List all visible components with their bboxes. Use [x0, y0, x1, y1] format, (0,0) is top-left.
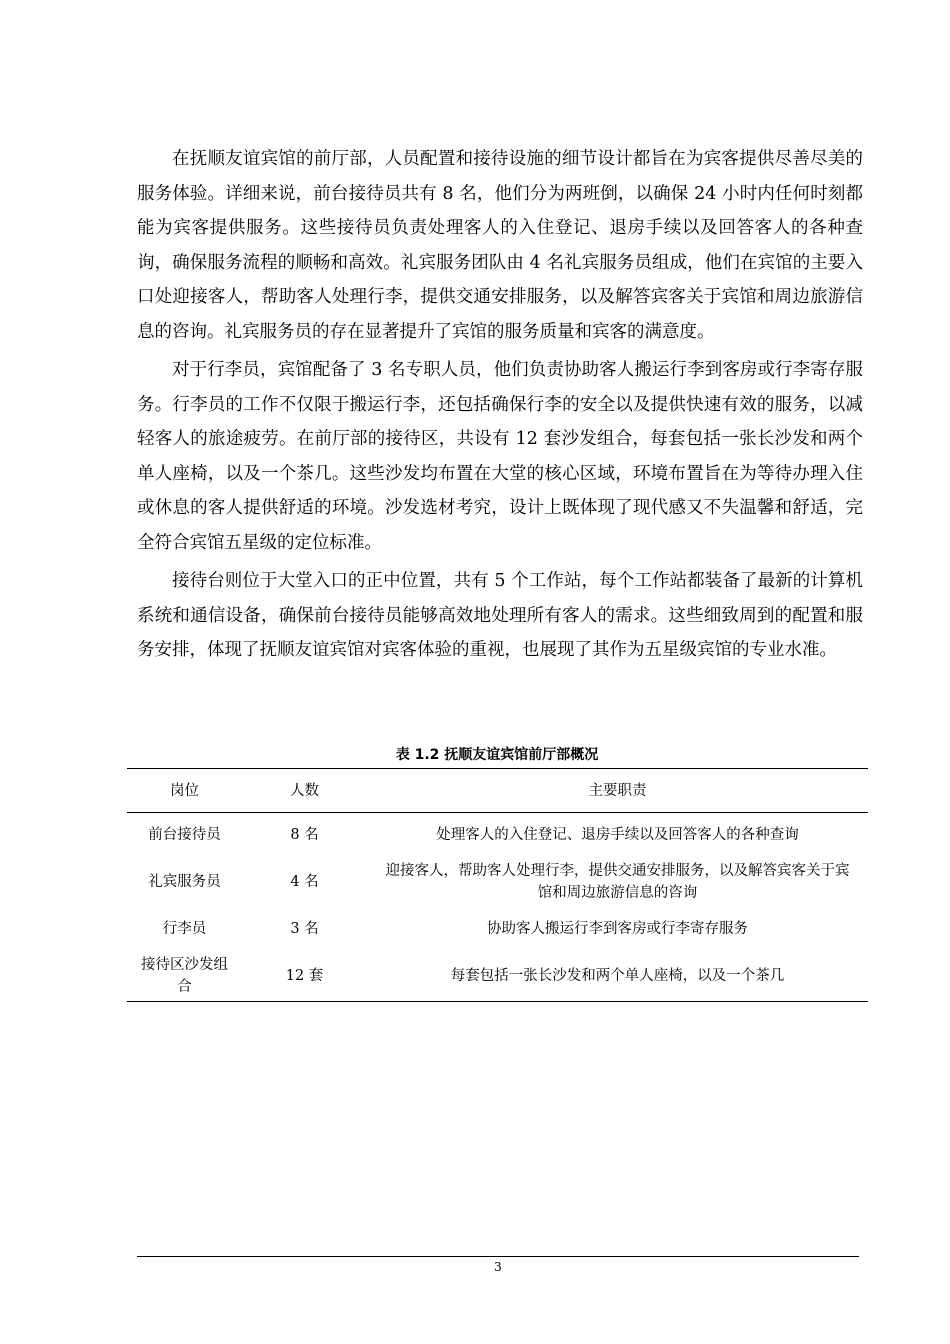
header-count: 人数 — [242, 769, 367, 813]
table-row — [127, 951, 868, 1002]
header-duty: 主要职责 — [367, 769, 868, 813]
cell-duty: 处理客人的入住登记、退房手续以及回答客人的各种查询 — [436, 827, 799, 843]
cell-post: 前台接待员 — [148, 827, 221, 843]
cell-duty: 每套包括一张长沙发和两个单人座椅，以及一个茶几 — [367, 951, 868, 1002]
table-row — [127, 857, 868, 907]
cell-count: 3 名 — [290, 921, 319, 937]
table-row — [127, 813, 868, 858]
cell-count: 8 名 — [290, 827, 319, 843]
body-text — [137, 142, 863, 672]
cell-duty: 协助客人搬运行李到客房或行李寄存服务 — [487, 921, 748, 937]
cell-post: 礼宾服务员 — [148, 874, 221, 890]
cell-post: 行李员 — [162, 921, 207, 937]
paragraph: 对于行李员，宾馆配备了 3 名专职人员，他们负责协助客人搬运行李到客房或行李寄存服务。行李员的工作不仅限于搬运行李，还包括确保行李的安全以及提供快速有效的服务，以减轻客人的旅途疲劳。在前厅部的接待区，共设有 12 套沙发组合，每套包括一张长沙发和两个单人座椅，以及一个茶几。这些沙发均布置在大堂的核心区域，环境布置旨在为等待办理入住或休息的客人提供舒适的环境。沙发选材考究，设计上既体现了现代感又不失温馨和舒适，完全符合宾馆五星级的定位标准。 — [137, 360, 863, 553]
cell-count: 12 套 — [242, 951, 367, 1002]
footer-divider — [137, 1256, 859, 1257]
table-header-row — [127, 769, 868, 813]
table-caption: 表 1.2 抚顺友谊宾馆前厅部概况 — [395, 747, 599, 763]
cell-count: 4 名 — [290, 874, 319, 890]
front-office-table — [127, 768, 868, 1002]
header-post: 岗位 — [127, 769, 242, 813]
table-row — [127, 907, 868, 951]
cell-post: 接待区沙发组合 — [127, 951, 242, 1002]
paragraph: 在抚顺友谊宾馆的前厅部，人员配置和接待设施的细节设计都旨在为宾客提供尽善尽美的服务体验。详细来说，前台接待员共有 8 名，他们分为两班倒，以确保 24 小时内任何时刻都能为宾客提供服务。这些接待员负责处理客人的入住登记、退房手续以及回答客人的各种查询，确保服务流程的顺畅和高效。礼宾服务团队由 4 名礼宾服务员组成，他们在宾馆的主要入口处迎接客人，帮助客人处理行李，提供交通安排服务，以及解答宾客关于宾馆和周边旅游信息的咨询。礼宾服务员的存在显著提升了宾馆的服务质量和宾客的满意度。 — [137, 149, 863, 342]
cell-duty: 迎接客人，帮助客人处理行李，提供交通安排服务，以及解答宾客关于宾馆和周边旅游信息的咨询 — [385, 863, 850, 901]
paragraph: 接待台则位于大堂入口的正中位置，共有 5 个工作站，每个工作站都装备了最新的计算机系统和通信设备，确保前台接待员能够高效地处理所有客人的需求。这些细致周到的配置和服务安排，体现了抚顺友谊宾馆对宾客体验的重视，也展现了其作为五星级宾馆的专业水准。 — [137, 571, 863, 660]
page-number: 3 — [494, 1260, 502, 1274]
